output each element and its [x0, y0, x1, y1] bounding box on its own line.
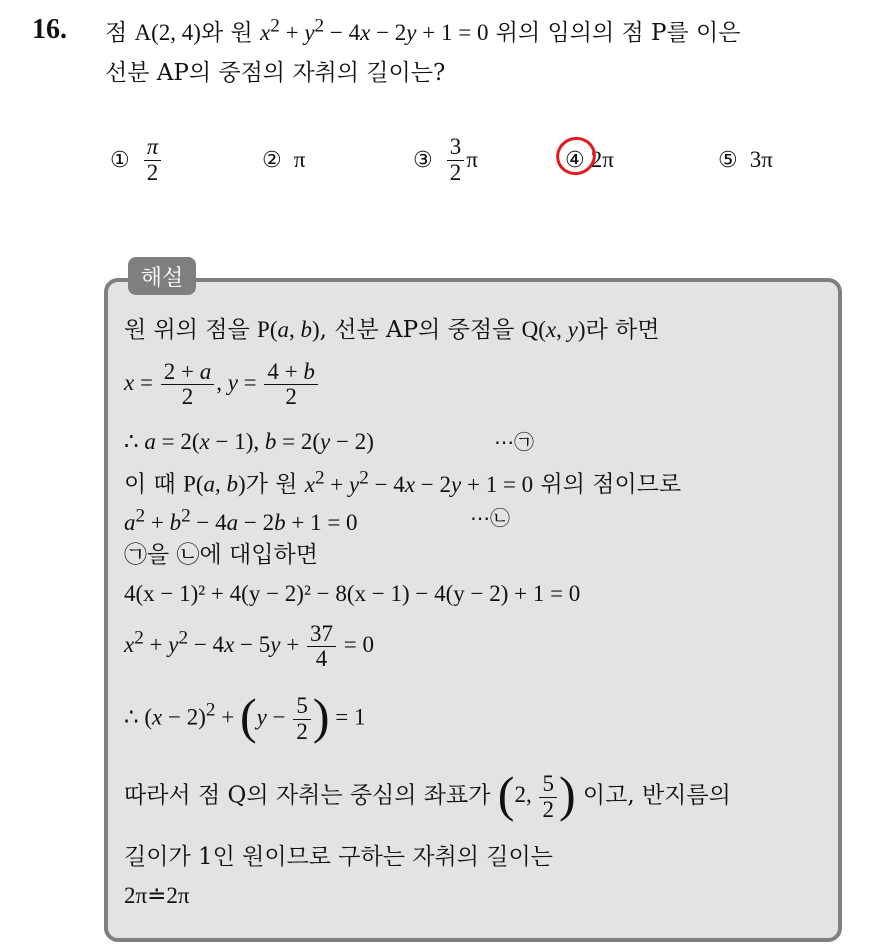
question-line-1: 점 A(2, 4)와 원 $x^2 + y^2 - 4x - 2y + 1 = 0$ 위의 임의의 점 P를 이은: [105, 15, 741, 46]
solution-label: 해설: [128, 257, 196, 295]
solution-line-8: $x^2 + y^2 - 4x - 5y$ + $\frac{37}{4}$ = 0: [124, 621, 374, 672]
choice-3[interactable]: ③ $\frac{3}{2}$ π: [413, 134, 478, 185]
solution-line-12: 2π≐2π: [124, 883, 190, 908]
tag-equation-2: ⋯㉡: [470, 506, 510, 530]
question-number: 16.: [32, 14, 67, 45]
choice-2[interactable]: ② π: [262, 147, 306, 173]
answer-choices: [0, 130, 884, 190]
solution-line-1: 원 위의 점을 P(a, b), 선분 AP의 중점을 Q(x, y)라 하면: [124, 317, 660, 343]
solution-line-5: $a^2 + b^2 - 4a - 2b + 1 = 0$: [124, 505, 358, 535]
solution-line-7: 4(x − 1)² + 4(y − 2)² − 8(x − 1) − 4(y − 2) + 1 = 0: [124, 581, 581, 606]
choice-4[interactable]: ④ 2π: [565, 130, 614, 190]
choice-1[interactable]: ① $\frac{\pi}{2}$: [110, 130, 163, 190]
solution-line-3: ∴ a = 2(x − 1), b = 2(y − 2): [124, 429, 374, 454]
solution-line-10: 따라서 점 Q의 자취는 중심의 좌표가 (2, $\frac{5}{2}$ ) 이고, 반지름의: [124, 766, 731, 822]
solution-line-4: 이 때 P(a, b)가 원 $x^2 + y^2 - 4x - 2y + 1 = 0$ 위의 점이므로: [124, 467, 682, 498]
tag-equation-1: ⋯㉠: [494, 430, 534, 454]
choice-3-fraction: $\frac{3}{2}$: [447, 135, 465, 184]
question-line-2: 선분 AP의 중점의 자취의 길이는?: [105, 60, 446, 86]
solution-line-9: ∴ $(x - 2)^2 + (y$ − $\frac{5}{2}$ ) = 1: [124, 688, 366, 744]
solution-line-6: ㉠을 ㉡에 대입하면: [124, 542, 318, 568]
solution-line-11: 길이가 1인 원이므로 구하는 자취의 길이는: [124, 844, 553, 870]
solution-line-2: x = $\frac{2 + a}{2}$ , y = $\frac{4 + b}{2}$: [124, 360, 320, 409]
choice-1-fraction: $\frac{\pi}{2}$: [144, 135, 162, 184]
choice-5[interactable]: ⑤ 3π: [718, 147, 773, 173]
